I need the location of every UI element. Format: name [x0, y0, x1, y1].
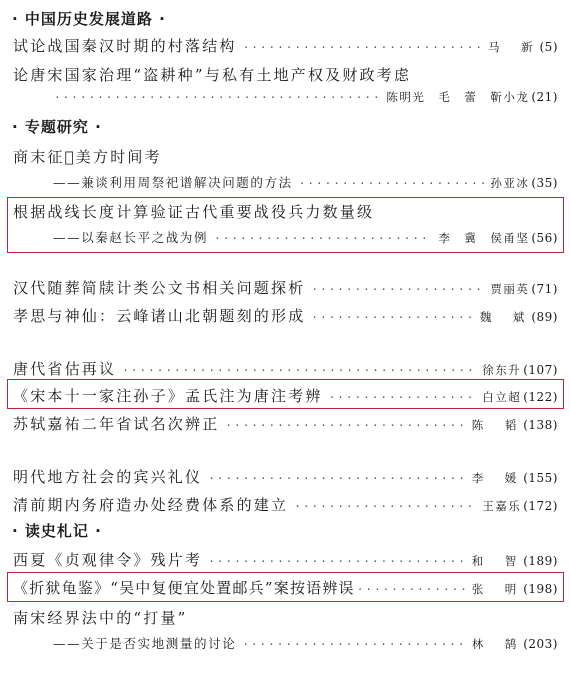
dot-leader — [225, 419, 465, 432]
entry-page: (35) — [531, 176, 558, 190]
dot-leader — [208, 555, 466, 568]
dot-leader — [242, 638, 465, 651]
toc-entry[interactable] — [13, 494, 558, 515]
toc-entry[interactable] — [13, 577, 558, 598]
dot-leader — [122, 364, 476, 377]
dot-leader — [311, 311, 473, 324]
entry-author: 林 鹄 — [471, 637, 522, 651]
entry-page: (189) — [523, 554, 558, 568]
dot-leader — [54, 91, 380, 104]
entry-title[interactable]: 南宋经界法中的“打量” — [13, 609, 188, 627]
entry-author: 陈 韬 — [471, 418, 522, 432]
toc-entry-line — [53, 173, 558, 191]
entry-title[interactable]: 商末征𡺈美方时间考 — [13, 148, 162, 166]
entry-author: 白立超 — [482, 390, 522, 404]
entry-title: 唐代省估再议 — [13, 360, 117, 378]
entry-title: 汉代随葬简牍计类公文书相关问题探析 — [13, 279, 306, 297]
entry-title: 试论战国秦汉时期的村落结构 — [13, 37, 237, 55]
toc-entry[interactable] — [13, 385, 558, 406]
entry-title: 明代地方社会的宾兴礼仪 — [13, 468, 203, 486]
entry-title: 西夏《贞观律令》残片考 — [13, 551, 203, 569]
entry-subtitle: ——兼谈利用周祭祀谱解决问题的方法 — [53, 175, 293, 190]
entry-page: (122) — [523, 390, 558, 404]
entry-author: 孙亚冰 — [490, 176, 530, 190]
entry-page: (56) — [531, 231, 558, 245]
entry-title: 苏轼嘉祐二年省试名次辨正 — [13, 415, 220, 433]
entry-title[interactable]: 根据战线长度计算验证古代重要战役兵力数量级 — [13, 203, 375, 221]
toc-entry[interactable] — [13, 358, 558, 379]
entry-page: (138) — [523, 418, 558, 432]
entry-page: (198) — [523, 582, 558, 596]
entry-author: 和 智 — [471, 554, 522, 568]
entry-page: (21) — [531, 90, 558, 104]
dot-leader — [329, 391, 477, 404]
entry-author: 张 明 — [471, 582, 522, 596]
entry-author: 李 媛 — [471, 471, 522, 485]
section-heading-reading-notes: · 读史札记 · — [12, 522, 102, 540]
toc-entry-line — [54, 89, 558, 105]
entry-title: 《折狱龟鉴》“吴中复便宜处置邮兵”案按语辨误 — [13, 579, 355, 597]
toc-entry[interactable] — [13, 305, 558, 326]
toc-entry[interactable] — [13, 277, 558, 298]
entry-title: 《宋本十一家注孙子》孟氏注为唐注考辨 — [13, 387, 323, 405]
entry-author: 陈明光 毛 蕾 靳小龙 — [386, 90, 530, 104]
entry-author: 李 冀 侯甬坚 — [438, 231, 530, 245]
entry-page: (5) — [539, 40, 558, 54]
entry-author: 王嘉乐 — [482, 499, 522, 513]
dot-leader — [311, 283, 484, 296]
entry-page: (89) — [531, 310, 558, 324]
entry-title[interactable]: 论唐宋国家治理“盗耕种”与私有土地产权及财政考虑 — [13, 66, 412, 84]
entry-page: (172) — [523, 499, 558, 513]
dot-leader — [243, 41, 482, 54]
dot-leader — [299, 177, 485, 190]
entry-title: 清前期内务府造办处经费体系的建立 — [13, 496, 289, 514]
entry-author: 贾丽英 — [490, 282, 530, 296]
entry-title: 孝思与神仙：云峰诸山北朝题刻的形成 — [13, 307, 306, 325]
entry-author: 徐东升 — [482, 363, 522, 377]
toc-entry[interactable] — [13, 549, 558, 570]
dot-leader — [294, 500, 476, 513]
entry-page: (155) — [523, 471, 558, 485]
dot-leader — [357, 583, 466, 596]
entry-page: (107) — [523, 363, 558, 377]
dot-leader — [214, 232, 432, 245]
toc-entry[interactable] — [13, 35, 558, 56]
section-heading-special-research: · 专题研究 · — [12, 118, 102, 136]
toc-entry[interactable] — [13, 413, 558, 434]
entry-page: (203) — [523, 637, 558, 651]
entry-author: 马 新 — [488, 40, 538, 54]
toc-entry[interactable] — [13, 466, 558, 487]
toc-entry-line — [53, 634, 558, 652]
entry-subtitle: ——关于是否实地测量的讨论 — [53, 636, 237, 651]
entry-subtitle: ——以秦赵长平之战为例 — [53, 230, 209, 245]
entry-author: 魏 斌 — [479, 310, 530, 324]
section-heading-history-paths: · 中国历史发展道路 · — [12, 10, 166, 28]
dot-leader — [208, 472, 466, 485]
entry-page: (71) — [531, 282, 558, 296]
toc-entry-line — [53, 228, 558, 246]
